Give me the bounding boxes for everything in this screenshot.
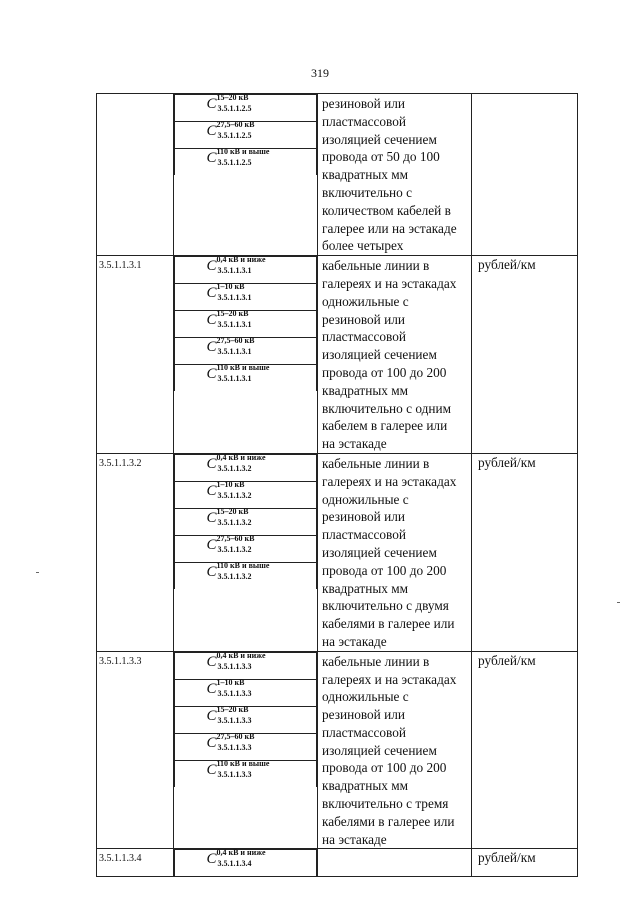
formula-index: 3.5.1.1.3.2 [217, 517, 252, 527]
description-line: пластмассовой [322, 724, 406, 740]
description-line: на эстакаде [322, 831, 387, 847]
rate-formula: C 0,4 кВ и ниже 3.5.1.1.3.3 [206, 650, 266, 671]
formula-index: 3.5.1.1.3.3 [217, 769, 252, 779]
description-cell [318, 849, 472, 877]
description-line: квадратных мм [322, 382, 409, 398]
description-line: пластмассовой [322, 113, 406, 129]
formula-voltage: 15–20 кВ [216, 93, 249, 102]
description-line: включительно с тремя [322, 796, 449, 812]
tariff-table [96, 93, 578, 877]
description-line: количеством кабелей в [322, 202, 451, 218]
formula-index: 3.5.1.1.2.5 [217, 158, 252, 167]
formula-cell [174, 256, 318, 454]
formula-index: 3.5.1.1.3.3 [217, 661, 252, 671]
description-line: квадратных мм [322, 778, 409, 794]
unit-cell: рублей/км [472, 256, 578, 454]
description-cell [318, 256, 472, 454]
formula-index: 3.5.1.1.3.1 [217, 293, 252, 303]
table-row [97, 256, 578, 454]
formula-index: 3.5.1.1.3.3 [217, 688, 252, 698]
description-line: кабельные линии в [322, 653, 430, 669]
formula-voltage: 27,5–60 кВ [216, 731, 255, 741]
margin-mark [36, 572, 39, 573]
formula-index: 3.5.1.1.3.1 [217, 266, 252, 276]
formula-voltage: 110 кВ и выше [216, 147, 270, 156]
description-line: квадратных мм [322, 580, 409, 596]
formula-index: 3.5.1.1.3.3 [217, 742, 252, 752]
rate-formula: C 1–10 кВ 3.5.1.1.3.1 [206, 282, 252, 303]
description-line: провода от 50 до 100 [322, 149, 440, 165]
description-line: резиновой или [322, 509, 405, 525]
rate-formula: C 1–10 кВ 3.5.1.1.3.2 [206, 479, 252, 500]
description-line: включительно с одним [322, 400, 452, 416]
description-cell [318, 94, 472, 256]
rate-formula: C 110 кВ и выше 3.5.1.1.2.5 [206, 147, 270, 167]
description-line: резиновой или [322, 707, 405, 723]
table-row [97, 651, 578, 849]
description-line: галерее или на эстакаде [322, 220, 457, 236]
description-line: квадратных мм [322, 167, 409, 183]
table-row [97, 94, 578, 256]
formula-voltage: 0,4 кВ и ниже [216, 848, 266, 858]
description-line: пластмассовой [322, 527, 406, 543]
rate-formula: C 0,4 кВ и ниже 3.5.1.1.3.2 [206, 452, 266, 473]
item-code: 3.5.1.1.3.3 [97, 651, 174, 849]
rate-formula: C 15–20 кВ 3.5.1.1.3.2 [206, 506, 252, 527]
description-line: кабелями в галерее или [322, 813, 455, 829]
formula-voltage: 15–20 кВ [216, 704, 249, 714]
description-line: пластмассовой [322, 329, 406, 345]
table-row [97, 453, 578, 651]
unit-cell [472, 94, 578, 256]
formula-index: 3.5.1.1.2.5 [217, 131, 252, 140]
description-line: изоляцией сечением [322, 347, 437, 363]
formula-voltage: 0,4 кВ и ниже [216, 650, 266, 660]
description-line: включительно с [322, 184, 413, 200]
description-line: галереях и на эстакадах [322, 671, 457, 687]
item-code: 3.5.1.1.3.2 [97, 453, 174, 651]
item-code [97, 94, 174, 256]
rate-formula: C 27,5–60 кВ 3.5.1.1.3.1 [206, 336, 255, 357]
formula-voltage: 15–20 кВ [216, 506, 249, 516]
rate-formula: C 27,5–60 кВ 3.5.1.1.3.2 [206, 533, 255, 554]
formula-voltage: 1–10 кВ [216, 677, 245, 687]
rate-formula: C 27,5–60 кВ 3.5.1.1.3.3 [206, 731, 255, 752]
formula-cell [174, 453, 318, 651]
description-line: кабельные линии в [322, 455, 430, 471]
description-line: галереях и на эстакадах [322, 275, 457, 291]
rate-formula: C 0,4 кВ и ниже 3.5.1.1.3.4 [206, 848, 266, 869]
rate-formula: C 110 кВ и выше 3.5.1.1.3.1 [206, 363, 270, 384]
formula-cell [174, 651, 318, 849]
formula-voltage: 0,4 кВ и ниже [216, 255, 266, 265]
description-cell [318, 651, 472, 849]
formula-index: 3.5.1.1.3.2 [217, 571, 252, 581]
formula-voltage: 0,4 кВ и ниже [216, 452, 266, 462]
formula-index: 3.5.1.1.3.2 [217, 490, 252, 500]
rate-formula: C 0,4 кВ и ниже 3.5.1.1.3.1 [206, 255, 266, 276]
formula-index: 3.5.1.1.3.1 [217, 347, 252, 357]
formula-index: 3.5.1.1.3.4 [217, 859, 252, 869]
margin-mark [617, 602, 620, 603]
description-line: более четырех [322, 238, 404, 254]
description-line: кабелями в галерее или [322, 616, 455, 632]
formula-voltage: 27,5–60 кВ [216, 120, 255, 129]
description-line: кабельные линии в [322, 258, 430, 274]
description-line: включительно с двумя [322, 598, 449, 614]
description-line: на эстакаде [322, 436, 387, 452]
formula-cell [174, 94, 318, 256]
description-line: изоляцией сечением [322, 544, 437, 560]
formula-voltage: 1–10 кВ [216, 282, 245, 292]
rate-formula: C 15–20 кВ 3.5.1.1.3.1 [206, 309, 252, 330]
description-line: одножильные с [322, 293, 409, 309]
description-line: кабелем в галерее или [322, 418, 448, 434]
description-line: провода от 100 до 200 [322, 562, 447, 578]
formula-index: 3.5.1.1.3.2 [217, 544, 252, 554]
formula-voltage: 1–10 кВ [216, 479, 245, 489]
description-line: резиновой или [322, 311, 405, 327]
description-line: резиновой или [322, 96, 405, 111]
description-line: одножильные с [322, 689, 409, 705]
formula-voltage: 27,5–60 кВ [216, 336, 255, 346]
item-code: 3.5.1.1.3.4 [97, 849, 174, 877]
unit-cell: рублей/км [472, 849, 578, 877]
formula-cell [174, 849, 318, 877]
description-line: на эстакаде [322, 633, 387, 649]
description-line: одножильные с [322, 491, 409, 507]
formula-index: 3.5.1.1.2.5 [217, 104, 252, 113]
unit-cell: рублей/км [472, 651, 578, 849]
formula-voltage: 27,5–60 кВ [216, 533, 255, 543]
unit-cell: рублей/км [472, 453, 578, 651]
formula-voltage: 110 кВ и выше [216, 758, 270, 768]
formula-index: 3.5.1.1.3.1 [217, 374, 252, 384]
description-cell [318, 453, 472, 651]
item-code: 3.5.1.1.3.1 [97, 256, 174, 454]
page-number: 319 [311, 66, 329, 80]
description-line: провода от 100 до 200 [322, 364, 447, 380]
formula-index: 3.5.1.1.3.3 [217, 715, 252, 725]
formula-voltage: 110 кВ и выше [216, 363, 270, 373]
formula-index: 3.5.1.1.3.1 [217, 320, 252, 330]
rate-formula: C 27,5–60 кВ 3.5.1.1.2.5 [206, 120, 255, 140]
rate-formula: C 110 кВ и выше 3.5.1.1.3.3 [206, 758, 270, 779]
formula-index: 3.5.1.1.3.2 [217, 463, 252, 473]
rate-formula: C 15–20 кВ 3.5.1.1.3.3 [206, 704, 252, 725]
description-line: изоляцией сечением [322, 131, 437, 147]
description-line: галереях и на эстакадах [322, 473, 457, 489]
description-line: изоляцией сечением [322, 742, 437, 758]
formula-voltage: 15–20 кВ [216, 309, 249, 319]
table-row [97, 849, 578, 877]
rate-formula: C 15–20 кВ 3.5.1.1.2.5 [206, 93, 252, 113]
formula-voltage: 110 кВ и выше [216, 560, 270, 570]
rate-formula: C 1–10 кВ 3.5.1.1.3.3 [206, 677, 252, 698]
rate-formula: C 110 кВ и выше 3.5.1.1.3.2 [206, 560, 270, 581]
description-line: провода от 100 до 200 [322, 760, 447, 776]
